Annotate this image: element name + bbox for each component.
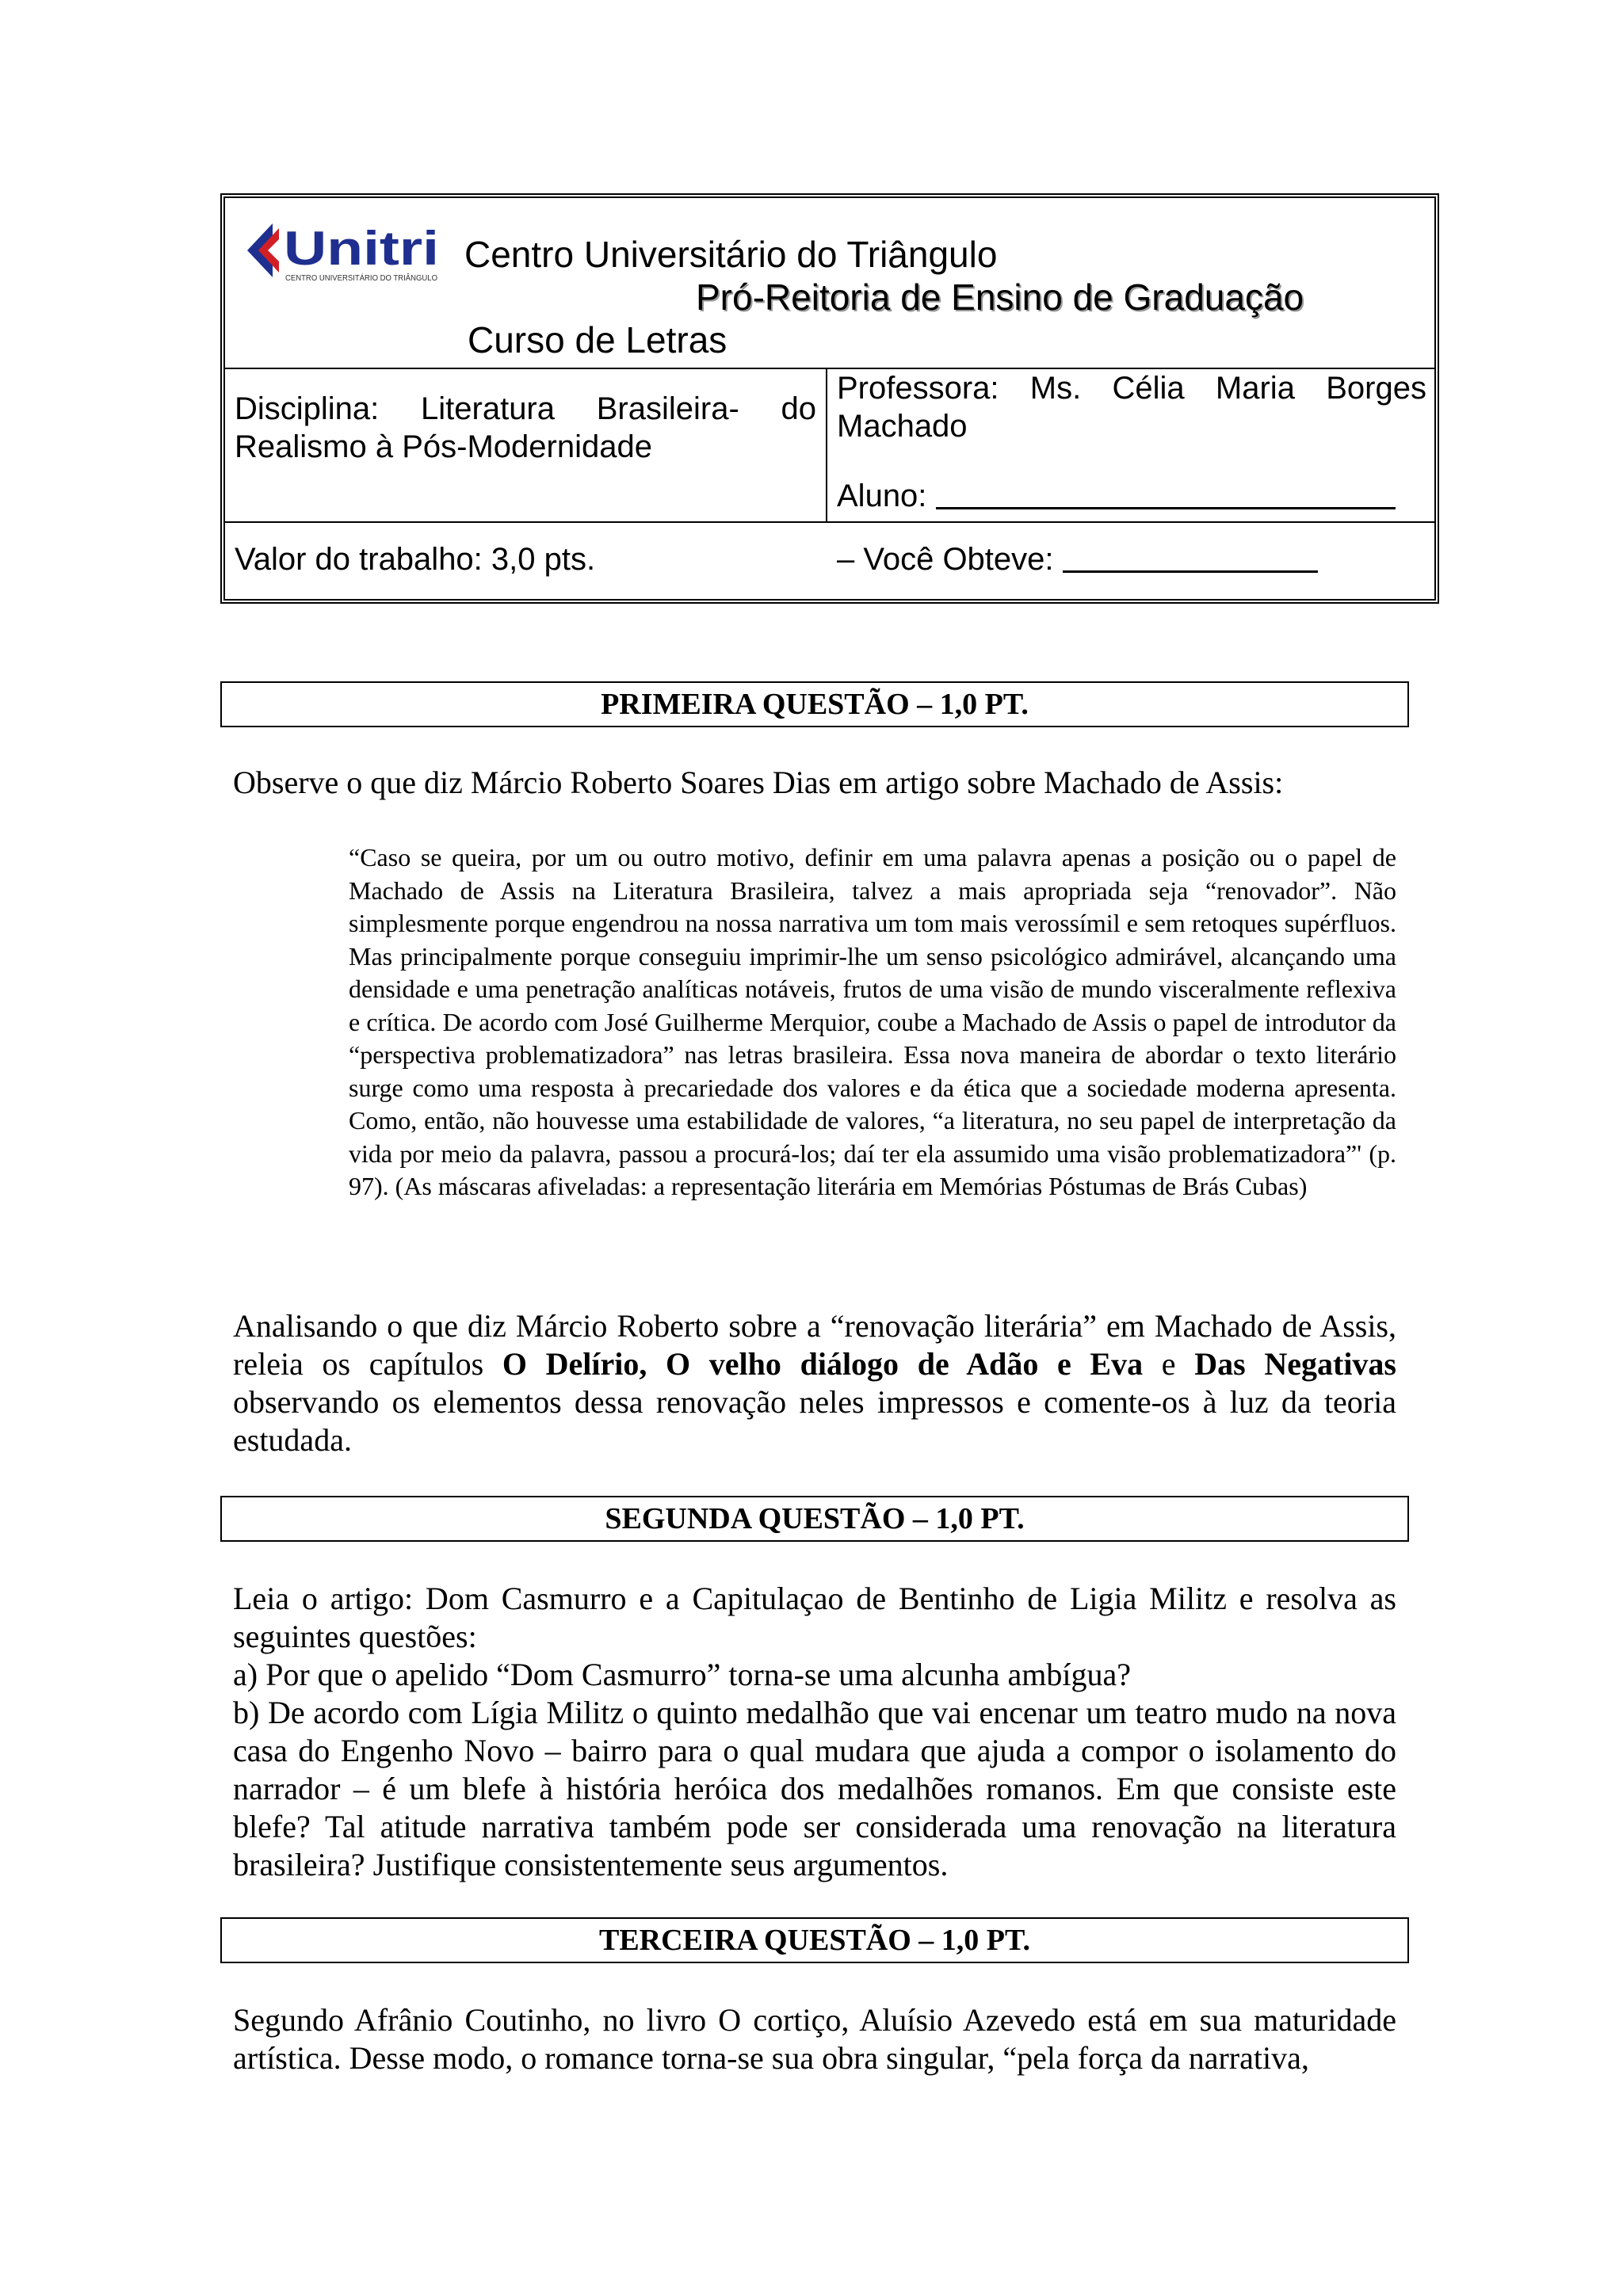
question-3-text: Segundo Afrânio Coutinho, no livro O cortiço, Aluísio Azevedo está em sua maturidade artística. Desse modo, o romance torna-se sua obra singular, “pela força da narrativa,: [233, 2002, 1396, 2076]
obtained-field: [837, 542, 1318, 578]
question-2-item-b: b) De acordo com Lígia Militz o quinto medalhão que vai encenar um teatro mudo na nova casa do Engenho Novo – bairro para o qual mudara que ajuda a compor o isolamento do narrador – é um blefe à história heróica dos medalhões romanos. Em que consiste este blefe? Tal atitude narrativa também pode ser considerada uma renovação na literatura brasileira? Justifique consistentemente seus argumentos.: [233, 1695, 1396, 1882]
header-top-row: [225, 198, 1434, 369]
professor-word: Professora:: [837, 371, 999, 406]
discipline-line-2: Realismo à Pós-Modernidade: [235, 429, 652, 464]
obtained-blank[interactable]: [1063, 543, 1318, 573]
question-2-title: SEGUNDA QUESTÃO – 1,0 PT.: [220, 1496, 1409, 1542]
course-name: Curso de Letras: [468, 319, 727, 360]
question-3-title: TERCEIRA QUESTÃO – 1,0 PT.: [220, 1917, 1409, 1963]
discipline-text: [235, 390, 816, 466]
task-chapter: Das Negativas: [1194, 1346, 1397, 1382]
task-text: observando os elementos dessa renovação neles impressos e comente-os à luz da teoria estudada.: [233, 1384, 1396, 1458]
task-chapters: O Delírio, O velho diálogo de Adão e Eva: [502, 1346, 1144, 1382]
question-1-intro: Observe o que diz Márcio Roberto Soares Dias em artigo sobre Machado de Assis:: [233, 765, 1284, 800]
discipline-word: Literatura: [421, 391, 555, 426]
institution-name: Centro Universitário do Triângulo: [464, 234, 998, 275]
question-1-quote: “Caso se queira, por um ou outro motivo, definir em uma palavra apenas a posição ou o papel de Machado de Assis na Literatura Brasileira, talvez a mais apropriada seja “renovador”. Não simplesmente porque engendrou na nossa narrativa um tom mais verossímil e sem retoques supérfluos. Mas principalmente porque conseguiu imprimir-lhe um senso psicológico admirável, alcançando uma densidade e uma penetração analíticas notáveis, frutos de uma visão de mundo visceralmente reflexiva e crítica. De acordo com José Guilherme Merquior, coube a Machado de Assis o papel de introdutor da “perspectiva problematizadora” nas letras brasileira. Essa nova maneira de abordar o texto literário surge como uma resposta à precariedade dos valores e da ética que a sociedade moderna apresenta. Como, então, não houvesse uma estabilidade de valores, “a literatura, no seu papel de interpretação da vida por meio da palavra, passou a procurá-los; daí ter ela assumido uma visão problematizadora”' (p. 97). (As máscaras afiveladas: a representação literária em Memórias Póstumas de Brás Cubas): [349, 843, 1396, 1200]
obtained-label: – Você Obteve:: [837, 542, 1054, 577]
header-value-row: [225, 521, 1434, 599]
student-label: Aluno:: [837, 479, 927, 513]
student-field: [837, 479, 1396, 514]
discipline-word: do: [781, 391, 816, 426]
professor-word: Maria: [1215, 371, 1295, 406]
question-1-task: [233, 1307, 1396, 1459]
discipline-word: Disciplina:: [235, 391, 380, 426]
professor-line-2: Machado: [837, 409, 968, 444]
professor-word: Borges: [1326, 371, 1426, 406]
question-1-title: PRIMEIRA QUESTÃO – 1,0 PT.: [220, 681, 1409, 727]
header-box: [220, 193, 1439, 604]
question-2-intro: Leia o artigo: Dom Casmurro e a Capitulaçao de Bentinho de Ligia Militz e resolva as seguintes questões:: [233, 1581, 1396, 1654]
task-text: e: [1143, 1346, 1195, 1382]
question-2-item-a: a) Por que o apelido “Dom Casmurro” torna-se uma alcunha ambígua?: [233, 1657, 1131, 1692]
student-blank[interactable]: [936, 480, 1396, 509]
discipline-cell: [225, 368, 827, 521]
value-label: Valor do trabalho: 3,0 pts.: [235, 542, 596, 577]
pro-reitoria-title: Pró-Reitoria de Ensino de Graduação: [696, 277, 1304, 318]
professor-word: Ms.: [1029, 371, 1082, 406]
logo-subtext: CENTRO UNIVERSITÁRIO DO TRIÂNGULO: [285, 274, 445, 283]
logo-text: Unitri: [284, 222, 439, 275]
task-text: Analisando o que diz Márcio Roberto sobre a “renovação literária” em Machado de Assis, releia os capítulos: [233, 1308, 1396, 1382]
header-info-row: [225, 368, 1434, 523]
professor-text: [837, 369, 1426, 445]
unitri-logo: [247, 220, 445, 292]
professor-word: Célia: [1112, 371, 1185, 406]
discipline-word: Brasileira-: [596, 391, 739, 426]
